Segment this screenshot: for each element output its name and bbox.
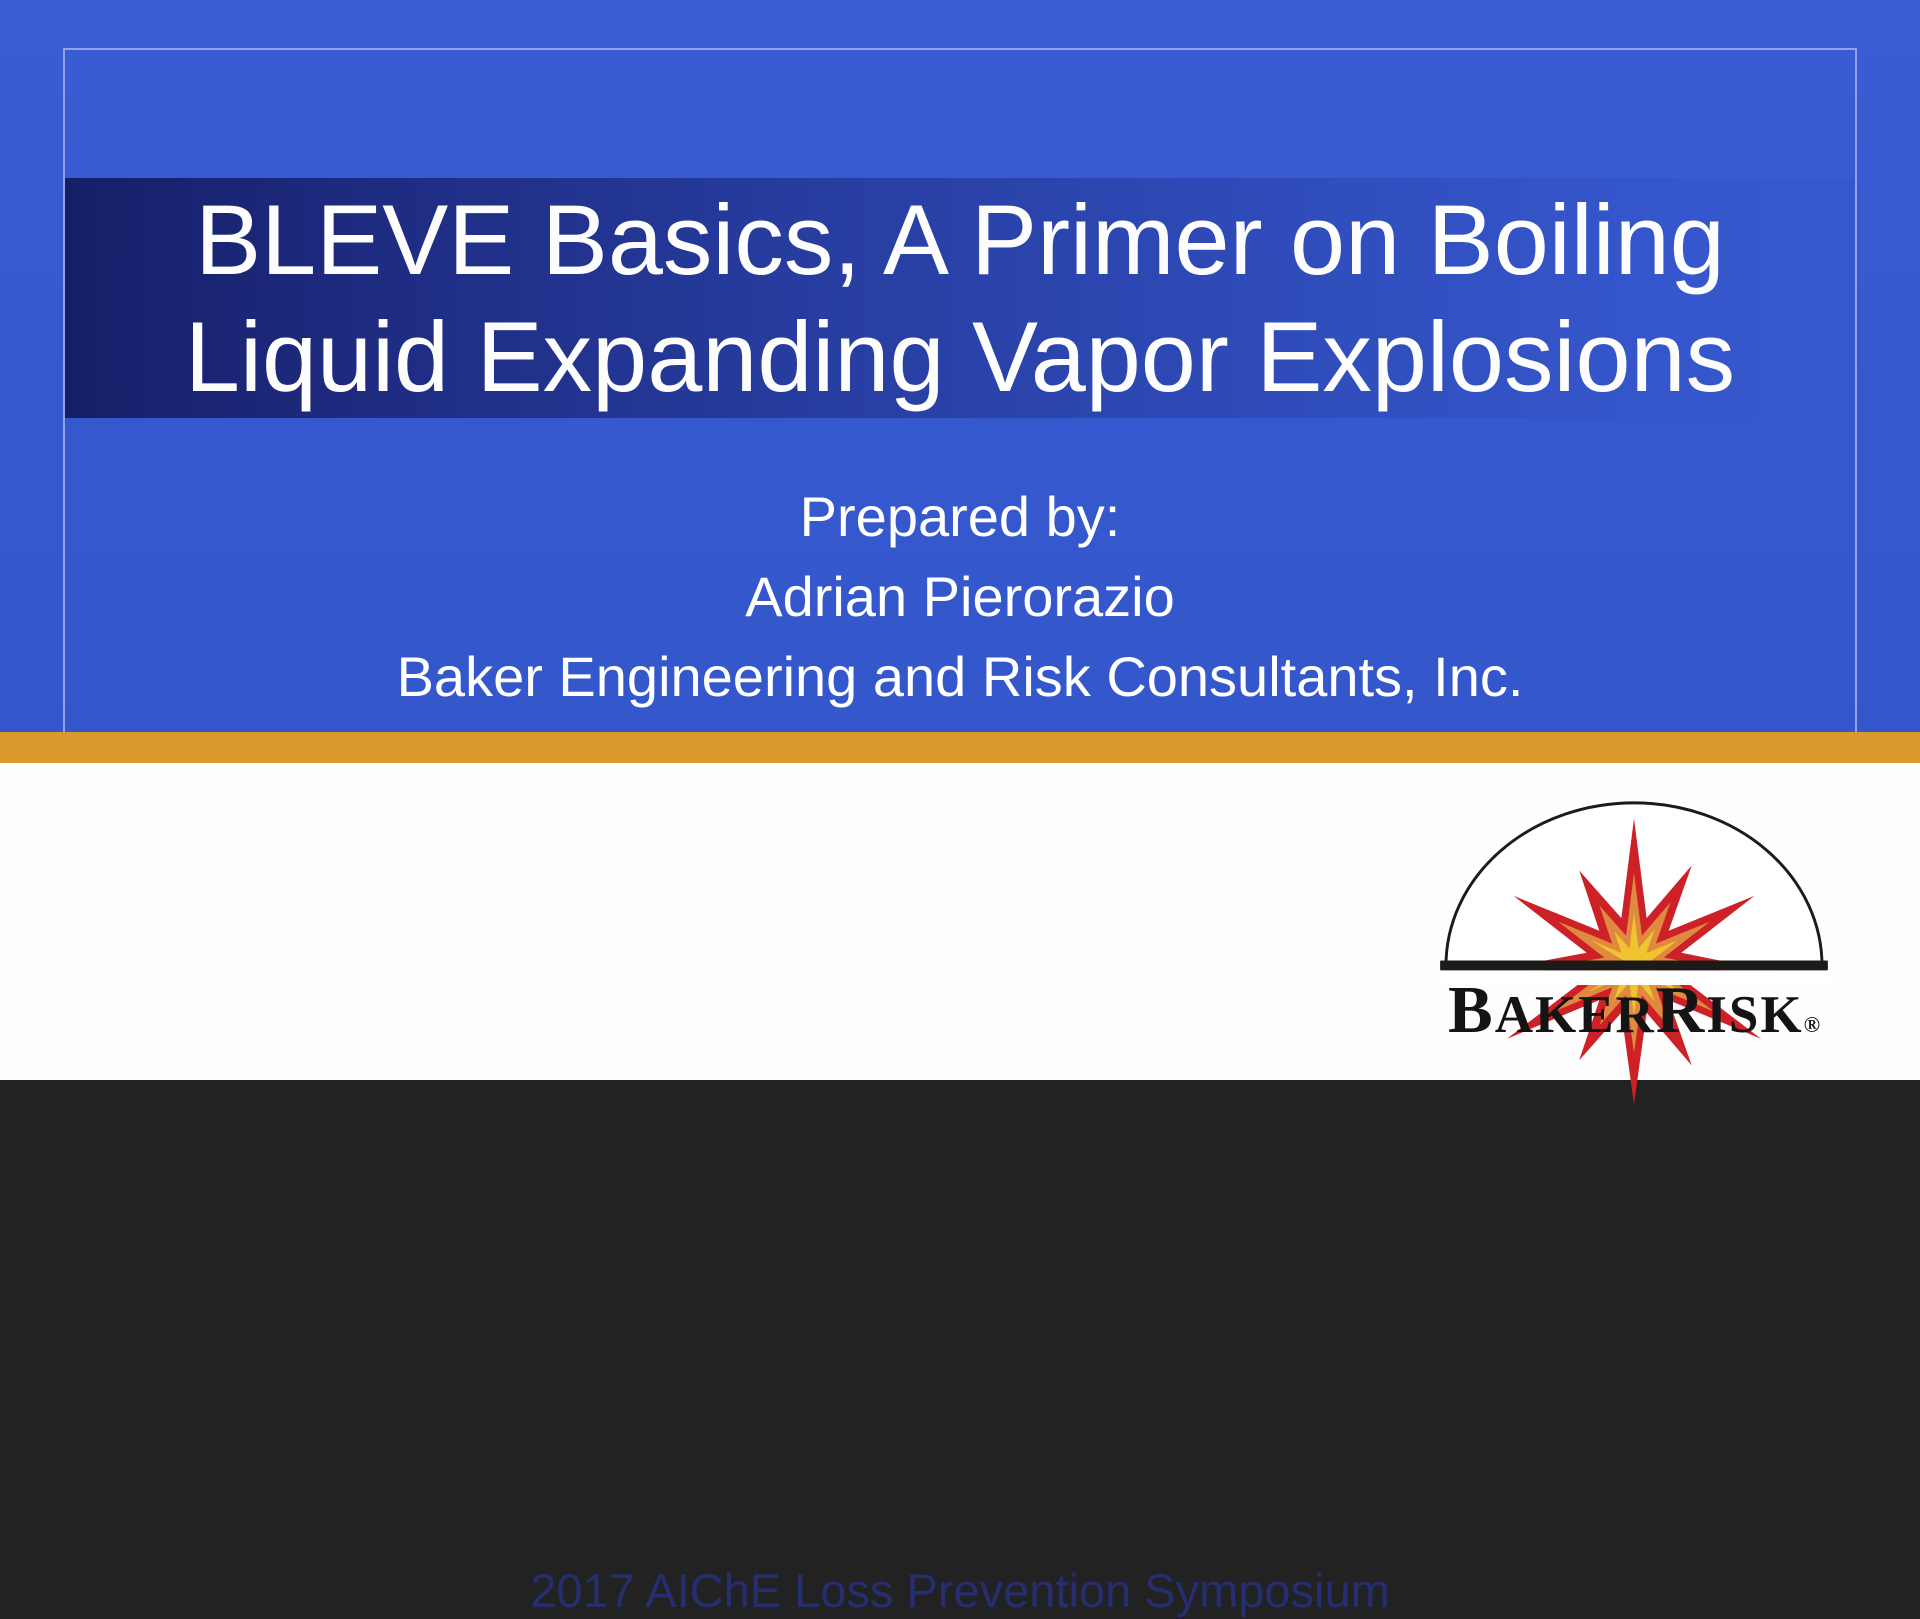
- event-title: 2017 AIChE Loss Prevention Symposium: [530, 1564, 1390, 1617]
- title-banner: [65, 178, 1855, 418]
- subtitle-block: [0, 477, 1920, 717]
- brand-wordmark: [1428, 973, 1840, 1056]
- prepared-by-label: Prepared by:: [799, 485, 1121, 548]
- bakerrisk-logo: [1438, 763, 1830, 1080]
- brand-letter-b: B: [1448, 973, 1495, 1047]
- company-name: Baker Engineering and Risk Consultants, Inc.: [396, 645, 1524, 708]
- slide-title-line-2: Liquid Expanding Vapor Explosions: [184, 301, 1736, 412]
- author-name: Adrian Pierorazio: [745, 565, 1175, 628]
- brand-letters-isk: ISK: [1706, 986, 1804, 1044]
- sunburst-arch-icon: [1438, 797, 1830, 985]
- brand-letter-r: R: [1655, 973, 1707, 1047]
- brand-letters-aker: AKER: [1494, 986, 1656, 1044]
- slide-title-line-1: BLEVE Basics, A Primer on Boiling: [195, 184, 1725, 295]
- gold-divider-bar: [0, 732, 1920, 763]
- footer-area: [0, 763, 1920, 1617]
- registered-trademark-icon: ®: [1803, 1012, 1820, 1037]
